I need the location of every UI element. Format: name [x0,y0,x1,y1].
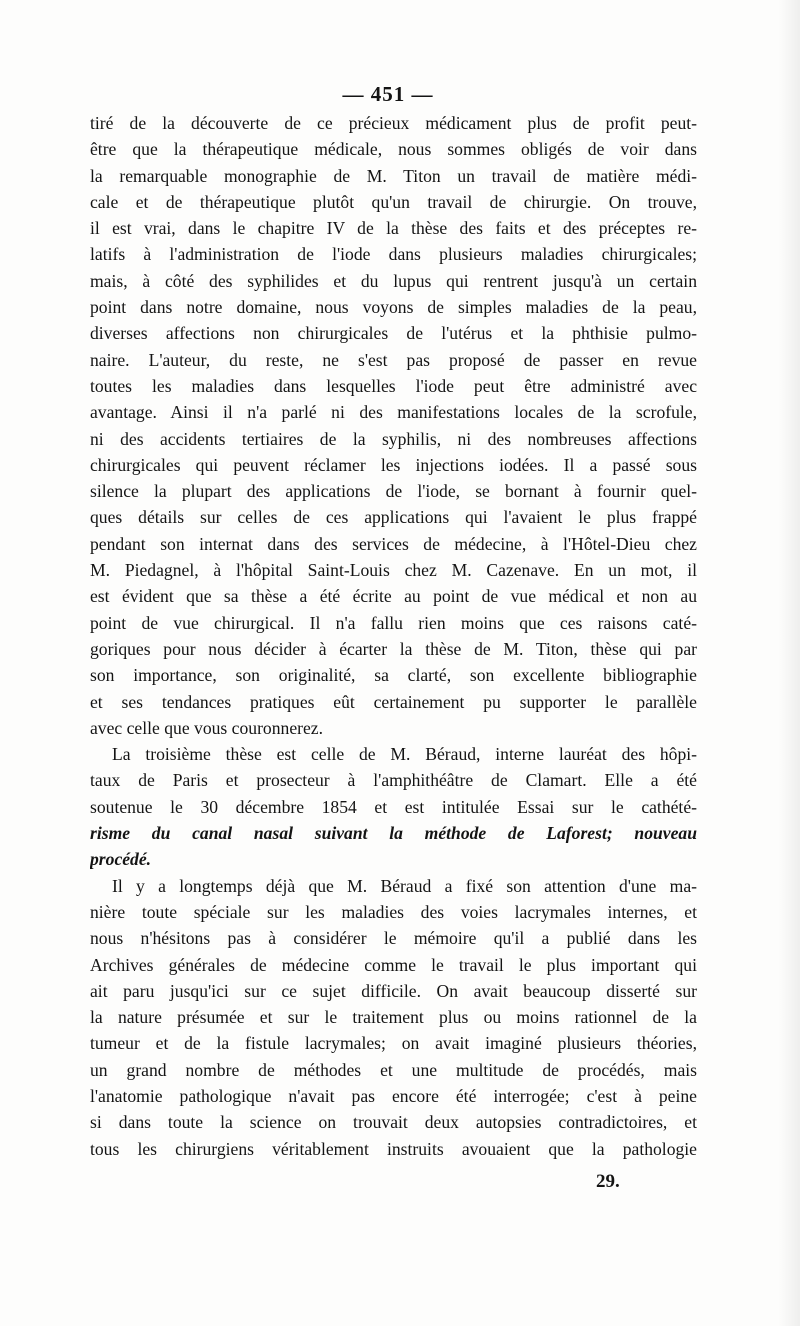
body-text [90,110,697,1162]
text-line: est évident que sa thèse a été écrite au point de vue médical et non au [90,586,697,607]
text-line: latifs à l'administration de l'iode dans plusieurs maladies chirurgicales; [90,244,697,265]
text-line: silence la plupart des applications de l'iode, se bornant à fournir quel- [90,481,697,502]
text-line: Archives générales de médecine comme le travail le plus important qui [90,954,697,975]
text-line: ni des accidents tertiaires de la syphilis, ni des nombreuses affections [90,428,697,449]
text-line: un grand nombre de méthodes et une multitude de procédés, mais [90,1059,697,1080]
text-line: tiré de la découverte de ce précieux médicament plus de profit peut- [90,113,697,133]
text-line: tumeur et de la fistule lacrymales; on avait imaginé plusieurs théories, [90,1033,697,1054]
text-line-title: procédé. [90,849,152,870]
text-line: nous n'hésitons pas à considérer le mémoire qu'il a publié dans les [90,928,697,949]
text-line: et ses tendances pratiques eût certainement pu supporter le parallèle [90,691,697,712]
text-line: si dans toute la science on trouvait deux autopsies contradictoires, et [90,1112,697,1133]
text-line: soutenue le 30 décembre 1854 et est intitulée Essai sur le cathété- [90,796,697,817]
text-line: goriques pour nous décider à écarter la thèse de M. Titon, thèse qui par [90,638,697,659]
text-line: l'anatomie pathologique n'avait pas encore été interrogée; c'est à peine [90,1085,697,1106]
text-line: point de vue chirurgical. Il n'a fallu rien moins que ces raisons caté- [90,612,697,633]
text-line: avantage. Ainsi il n'a parlé ni des manifestations locales de la scrofule, [90,402,697,423]
text-line: toutes les maladies dans lesquelles l'iode peut être administré avec [90,375,697,396]
text-line: La troisième thèse est celle de M. Béraud, interne lauréat des hôpi- [112,744,697,765]
page-edge-shadow [778,0,800,1326]
text-line: nière toute spéciale sur les maladies des voies lacrymales internes, et [90,901,697,922]
text-line: taux de Paris et prosecteur à l'amphithéâtre de Clamart. Elle a été [90,770,697,791]
text-line: diverses affections non chirurgicales de l'utérus et la phthisie pulmo- [90,323,697,344]
text-line: tous les chirurgiens véritablement instruits avouaient que la pathologie [90,1138,697,1159]
text-line: mais, à côté des syphilides et du lupus qui rentrent jusqu'à un certain [90,270,697,291]
text-line: il est vrai, dans le chapitre IV de la thèse des faits et des préceptes re- [90,218,697,239]
text-line: son importance, son originalité, sa clarté, son excellente bibliographie [90,665,697,686]
text-line: Il y a longtemps déjà que M. Béraud a fixé son attention d'une ma- [112,875,697,896]
text-line: la nature présumée et sur le traitement plus ou moins rationnel de la [90,1007,697,1028]
text-line: cale et de thérapeutique plutôt qu'un travail de chirurgie. On trouve, [90,191,697,212]
text-line: être que la thérapeutique médicale, nous sommes obligés de voir dans [90,139,697,160]
text-line: pendant son internat dans des services de médecine, à l'Hôtel-Dieu chez [90,533,697,554]
text-line: ques détails sur celles de ces applications qui l'avaient le plus frappé [90,507,697,528]
text-line: ait paru jusqu'ici sur ce sujet difficile. On avait beaucoup disserté sur [90,980,697,1001]
page-number-header: — 451 — [342,82,434,106]
signature-mark: 29. [596,1171,620,1192]
text-line: chirurgicales qui peuvent réclamer les injections iodées. Il a passé sous [90,454,697,475]
text-line: naire. L'auteur, du reste, ne s'est pas proposé de passer en revue [90,349,697,370]
text-line: avec celle que vous couronnerez. [90,717,323,738]
text-line: la remarquable monographie de M. Titon un travail de matière médi- [90,165,697,186]
text-line: point dans notre domaine, nous voyons de simples maladies de la peau, [90,297,697,318]
text-line-title: risme du canal nasal suivant la méthode de Laforest; nouveau [90,823,697,844]
text-line: M. Piedagnel, à l'hôpital Saint-Louis chez M. Cazenave. En un mot, il [90,560,697,581]
